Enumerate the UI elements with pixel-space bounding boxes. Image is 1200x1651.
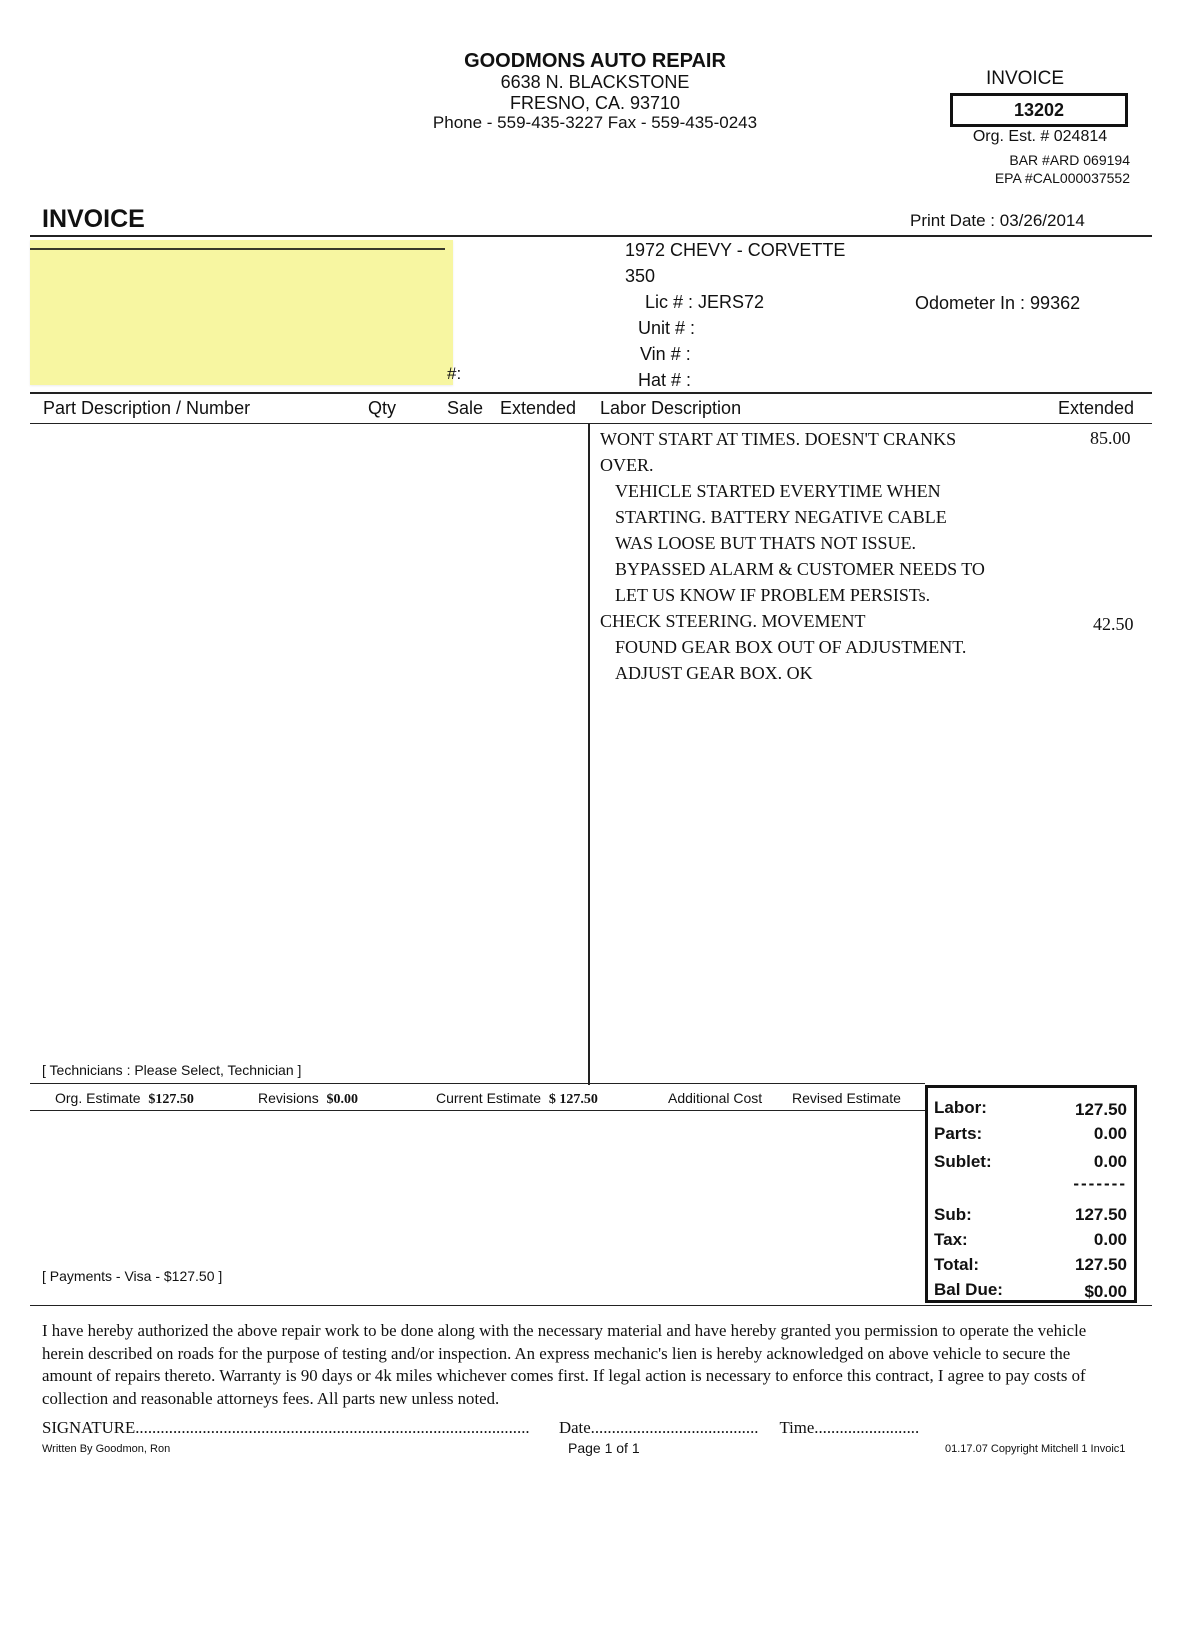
authorization-text: I have hereby authorized the above repair work to be done along with the necessary material and have hereby granted you permission to operate the vehicle herein described on roads for the purpose of testing and/or inspection. An express mechanic's lien is hereby acknowledged on above vehicle to secure the amount of repairs thereto. Warranty is 90 days or 4k miles whichever comes first. If legal action is necessary to enforce this contract, I agree to pay costs of collection and reasonable attorneys fees. All parts new unless noted. [42,1321,1087,1408]
vehicle-engine: 350 [625,266,656,286]
bar-number: BAR #ARD 069194 [1009,152,1130,168]
parts-total-label: Parts: [934,1124,983,1143]
payments-line: [ Payments - Visa - $127.50 ] [42,1268,223,1284]
org-estimate-label: Org. Estimate [55,1090,141,1106]
tax-value: 0.00 [1093,1230,1127,1249]
estimate-top-divider [30,1083,925,1084]
current-estimate-value: $ 127.50 [548,1092,598,1107]
revisions [258,1090,358,1108]
written-by: Written By Goodmon, Ron [42,1443,171,1455]
tax-label: Tax: [934,1230,968,1249]
vehicle-vin: Vin # : [640,344,691,364]
revisions-value: $0.00 [326,1092,358,1107]
shop-address: 6638 N. BLACKSTONE [500,72,690,92]
labor-amount: 85.00 [1090,428,1131,448]
payments-bottom-divider [30,1305,1152,1306]
signature-field: SIGNATURE.............................................................................................. [42,1418,530,1437]
sub-total-value: 127.50 [1075,1205,1127,1224]
col-part-description: Part Description / Number [43,398,251,418]
odometer-in: Odometer In : 99362 [915,293,1081,313]
invoice-number: 13202 [950,93,1128,127]
additional-cost-label: Additional Cost [668,1090,763,1106]
labor-line: CHECK STEERING. MOVEMENT [600,611,866,631]
labor-line: BYPASSED ALARM & CUSTOMER NEEDS TO [615,559,985,579]
revised-estimate-label: Revised Estimate [792,1090,901,1106]
vehicle-unit: Unit # : [638,318,696,338]
labor-line: VEHICLE STARTED EVERYTIME WHEN [615,481,941,501]
current-estimate-label: Current Estimate [436,1090,542,1106]
labor-description-list [600,426,985,686]
time-field: Time......................... [779,1418,920,1437]
shop-city: FRESNO, CA. 93710 [509,93,681,113]
header-divider [30,235,1152,237]
labor-total-value: 127.50 [1075,1100,1127,1119]
grand-total-value: 127.50 [1075,1255,1127,1274]
shop-name: GOODMONS AUTO REPAIR [464,50,726,72]
labor-line: STARTING. BATTERY NEGATIVE CABLE [615,507,947,527]
vehicle-hat: Hat # : [638,370,692,390]
labor-line: OVER. [600,455,654,475]
redacted-customer-info [30,240,453,385]
col-labor-extended: Extended [1058,398,1135,418]
labor-line: WAS LOOSE BUT THATS NOT ISSUE. [615,533,917,553]
parts-labor-divider [588,423,590,1085]
page-number: Page 1 of 1 [568,1440,640,1456]
col-qty: Qty [368,398,397,418]
labor-amount: 42.50 [1093,614,1134,634]
redaction-line [30,248,445,250]
print-date: Print Date : 03/26/2014 [910,211,1085,230]
estimate-bottom-divider [30,1110,925,1111]
date-field: Date........................................ [558,1418,759,1437]
columns-bottom-divider [30,423,1152,424]
labor-line: FOUND GEAR BOX OUT OF ADJUSTMENT. [615,637,967,657]
labor-line: ADJUST GEAR BOX. OK [615,663,813,683]
col-labor-description: Labor Description [600,398,742,418]
technicians-line: [ Technicians : Please Select, Technician ] [42,1062,302,1078]
labor-line: LET US KNOW IF PROBLEM PERSISTs. [615,585,931,605]
revisions-label: Revisions [258,1090,319,1106]
org-estimate-number: Org. Est. # 024814 [972,128,1108,145]
epa-number: EPA #CAL000037552 [994,170,1130,186]
vehicle-license: Lic # : JERS72 [645,292,765,312]
col-sale: Sale [447,398,484,418]
current-estimate [436,1090,598,1108]
invoice-box-label: INVOICE [985,68,1065,89]
vehicle-description: 1972 CHEVY - CORVETTE [625,240,846,260]
org-estimate [55,1090,194,1108]
columns-top-divider [30,392,1152,394]
balance-due-value: $0.00 [1084,1282,1127,1301]
copyright: 01.17.07 Copyright Mitchell 1 Invoic1 [945,1443,1126,1455]
signature-line [42,1418,919,1438]
sublet-total-value: 0.00 [1093,1152,1127,1171]
org-estimate-value: $127.50 [148,1092,194,1107]
labor-total-label: Labor: [934,1098,987,1117]
shop-phone-fax: Phone - 559-435-3227 Fax - 559-435-0243 [432,113,758,132]
col-extended: Extended [500,398,577,418]
page-title: INVOICE [42,205,145,233]
balance-due-label: Bal Due: [934,1280,1003,1299]
parts-total-value: 0.00 [1093,1124,1127,1143]
sublet-total-label: Sublet: [934,1152,992,1171]
sub-total-label: Sub: [934,1205,972,1224]
customer-hash-label: #: [447,364,462,383]
grand-total-label: Total: [934,1255,980,1274]
labor-line: WONT START AT TIMES. DOESN'T CRANKS [600,429,957,449]
totals-divider: ------- [1073,1174,1127,1193]
